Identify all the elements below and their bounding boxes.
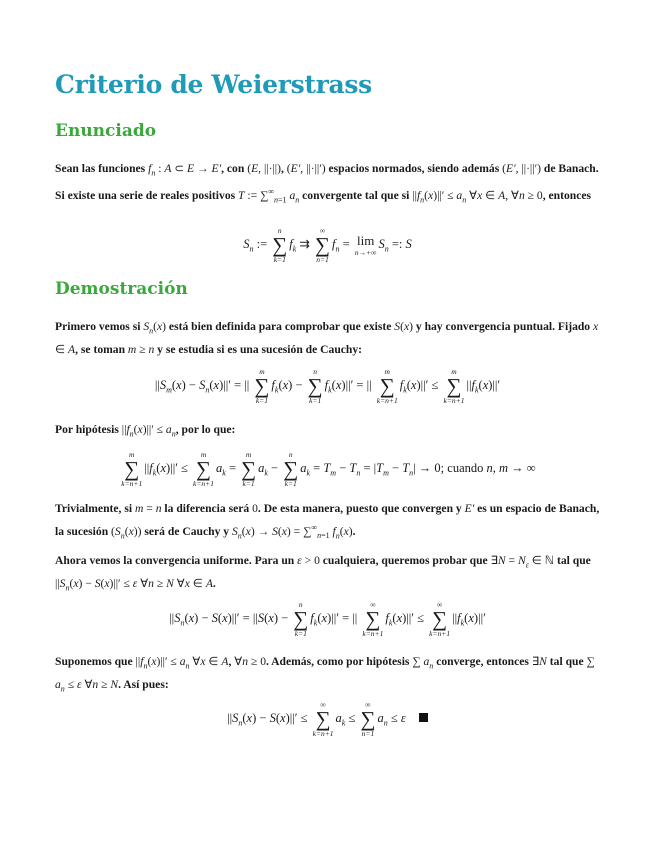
equation-uniform-convergence: $S_n$ := n ∑ k=1 $f_k$ ⇉ ∞ ∑ n=1 $f_n$ = lim n→+∞ $S_n$ =: S xyxy=(243,226,412,264)
equation-cauchy: $||S_m(x) - S_n(x)||'$ = || m ∑ k=1 $f_k(x)$ − n ∑ k=1 $f_k(x)||'$ = || m ∑ k=n+1 $f_k(x)||'$ ≤ m ∑ k=n+1 $||f_k(x)||'$ xyxy=(154,367,501,405)
demo-paragraph-1: Primero vemos si $S_n(x)$ está bien definida para comprobar que existe S(x) y hay convergencia puntual. Fijado x ∈ A, se toman m ≥ n y se estudia si es una sucesión de Cauchy: xyxy=(55,320,599,357)
demo-paragraph-4: Ahora vemos la convergencia uniforme. Para un ε > 0 cualquiera, queremos probar que ∃N = $N_\varepsilon$ ∈ ℕ tal que $||S_n(x) - S(x)||' \le \varepsilon$ ∀n ≥ N ∀x ∈ A. xyxy=(55,554,591,593)
equation-uniform-tail: $||S_n(x) - S(x)||' = ||S(x)$ − n ∑ k=1 $f_k(x)||'$ = || ∞ ∑ k=n+1 $f_k(x)||'$ ≤ ∞ ∑ k=n+1 $||f_k(x)||'$ xyxy=(169,600,486,638)
section-heading-demostracion: Demostración xyxy=(55,279,188,299)
section-heading-enunciado: Enunciado xyxy=(55,121,157,141)
equation-hypothesis-bound: m ∑ k=n+1 $||f_k(x)||'$ ≤ m ∑ k=n+1 $a_k$ = m ∑ k=1 $a_k$ − n ∑ k=1 $a_k = T_m - T_n = |T_m - T_n| \to 0$; cuando n, m → ∞ xyxy=(121,450,536,488)
equation-final-bound: $||S_n(x) - S(x)||'$ ≤ ∞ ∑ k=n+1 $a_k$ ≤ ∞ ∑ n=1 $a_n \le \varepsilon$ xyxy=(55,700,600,738)
demo-paragraph-3: Trivialmente, si m = n la diferencia será 0. De esta manera, puesto que convergen y E′ es un espacio de Banach, la sucesión $(S_n(x))$ será de Cauchy y $S_n(x) \to S(x) = \sum^\infty_{n=1}$ $f_n(x)$. xyxy=(55,502,600,541)
demo-paragraph-2: Por hipótesis $||f_n(x)||' \le a_n$, por lo que: xyxy=(55,423,236,439)
enunciado-text: Sean las funciones $f_n$ : A ⊂ E → E′, con (E, ||·||), (E′, ||·||′) espacios normados, siendo además (E′, ||·||′) de Banach. Si existe una serie de reales positivos T := $\sum^\infty_{n=1}$ $a_n$ convergente tal que si $||f_n(x)||' \le a_n$ ∀x ∈ A, ∀n ≥ 0, entonces xyxy=(55,162,599,205)
qed-square-icon xyxy=(419,713,428,722)
enunciado-paragraph xyxy=(55,159,600,209)
page-title: Criterio de Weierstrass xyxy=(55,70,372,99)
demo-paragraph-5: Suponemos que $||f_n(x)||' \le a_n$ ∀x ∈ A, ∀n ≥ 0. Además, como por hipótesis ∑ $a_n$ converge, entonces ∃N tal que ∑ $a_n \le \varepsilon$ ∀n ≥ N. Así pues: xyxy=(55,655,595,694)
